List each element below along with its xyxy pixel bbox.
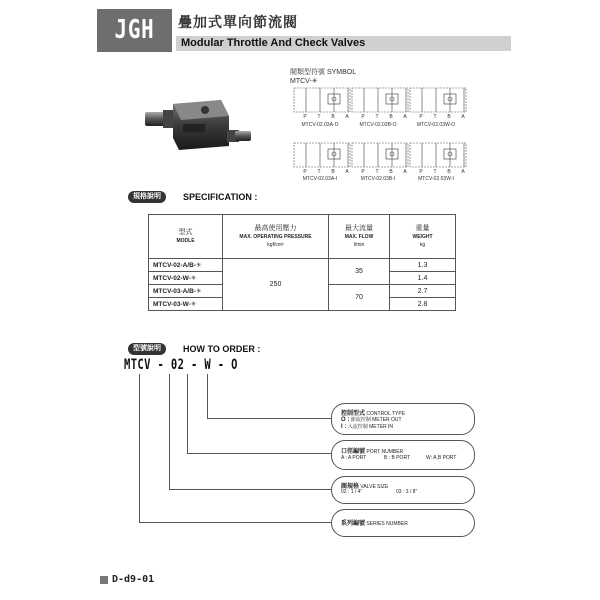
control-type-title: 控制型式 CONTROL TYPE [341, 411, 406, 417]
spec-table [148, 214, 456, 311]
port-label: P [303, 169, 307, 175]
symbol-caption: MTCV-02.03B-O [359, 122, 397, 128]
port-number-title: 口徑編號 PORT NUMBER [341, 449, 404, 455]
symbol-caption: MTCV-02.03A-I [302, 176, 338, 182]
port-label: B [389, 169, 393, 175]
connector-size-h [169, 489, 332, 490]
port-label: T [433, 114, 437, 120]
size-option-02: 02 : 1 / 4" [341, 489, 363, 495]
order-code: MTCV - 02 - W - O [124, 357, 238, 373]
port-label: A [461, 169, 465, 175]
spec-title: SPECIFICATION : [183, 192, 258, 202]
valve-size-title: 閥規格 VALVE SIZE [341, 484, 389, 490]
model-cell: MTCV-03-A/B-✳ [149, 285, 223, 298]
port-label: T [433, 169, 437, 175]
pressure-cell: 250 [223, 259, 329, 311]
table-row [149, 259, 456, 272]
symbol-caption: MTCV-02.03W-I [418, 176, 454, 182]
model-cell: MTCV-03-W-✳ [149, 298, 223, 311]
port-label: P [419, 169, 423, 175]
flow-cell-03: 70 [329, 285, 390, 311]
symbol-header-cn: 閥類型符號 SYMBOL [290, 69, 357, 76]
page-number: D-d9-01 [112, 574, 155, 585]
connector-size [169, 374, 170, 490]
port-label: T [375, 114, 379, 120]
weight-cell: 2.7 [390, 285, 456, 298]
weight-cell: 2.8 [390, 298, 456, 311]
port-label: A [345, 169, 349, 175]
control-meter-in: I : 入流控制 METER IN [341, 424, 394, 430]
weight-cell: 1.3 [390, 259, 456, 272]
port-label: B [447, 169, 451, 175]
port-label: P [419, 114, 423, 120]
spec-header-row [149, 215, 456, 259]
port-option-a: A : A PORT [341, 455, 367, 461]
symbol-caption: MTCV-02.03A-O [301, 122, 339, 128]
order-tag: 型號說明 [128, 343, 166, 355]
symbol-header-model: MTCV-✳ [290, 78, 318, 85]
port-label: B [331, 169, 335, 175]
port-label: A [403, 169, 407, 175]
connector-series-h [139, 522, 332, 523]
footer-marker [100, 576, 108, 584]
order-title: HOW TO ORDER : [183, 344, 261, 354]
port-label: T [375, 169, 379, 175]
port-label: T [317, 169, 321, 175]
connector-port [187, 374, 188, 454]
port-label: A [403, 114, 407, 120]
port-label: B [331, 114, 335, 120]
port-label: A [345, 114, 349, 120]
valve-product-image [143, 98, 253, 160]
port-label: T [317, 114, 321, 120]
model-cell: MTCV-02-W-✳ [149, 272, 223, 285]
port-label: B [447, 114, 451, 120]
connector-control [207, 374, 208, 419]
weight-header: 重量 WEIGHT kg [390, 215, 456, 259]
page-title-en: Modular Throttle And Check Valves [181, 37, 366, 49]
flow-header: 最大流量 MAX. FLOW l/min [329, 215, 390, 259]
model-cell: MTCV-02-A/B-✳ [149, 259, 223, 272]
port-label: P [303, 114, 307, 120]
port-option-w: W: A,B PORT [426, 455, 457, 461]
flow-cell-02: 35 [329, 259, 390, 285]
port-label: A [461, 114, 465, 120]
connector-port-h [187, 453, 332, 454]
brand-logo: JGH [114, 15, 155, 45]
connector-control-h [207, 418, 332, 419]
port-label: P [361, 169, 365, 175]
symbol-caption: MTCV-02.03B-I [360, 176, 396, 182]
series-number-title: 系列編號 SERIES NUMBER [341, 521, 408, 527]
control-meter-out: O : 節流控制 METER OUT [341, 417, 402, 423]
model-header: 型式 MODLE [149, 215, 223, 259]
page-title-cn: 疊加式單向節流閥 [178, 14, 298, 30]
symbol-caption: MTCV-02.03W-O [416, 122, 456, 128]
symbol-header [290, 68, 356, 86]
port-option-b: B : B PORT [384, 455, 411, 461]
size-option-03: 03 : 3 / 8" [396, 489, 418, 495]
port-label: P [361, 114, 365, 120]
spec-tag: 規格說明 [128, 191, 166, 203]
pressure-header: 最高使用壓力 MAX. OPERATING PRESSURE kgf/cm² [223, 215, 329, 259]
weight-cell: 1.4 [390, 272, 456, 285]
port-label: B [389, 114, 393, 120]
connector-series [139, 374, 140, 522]
